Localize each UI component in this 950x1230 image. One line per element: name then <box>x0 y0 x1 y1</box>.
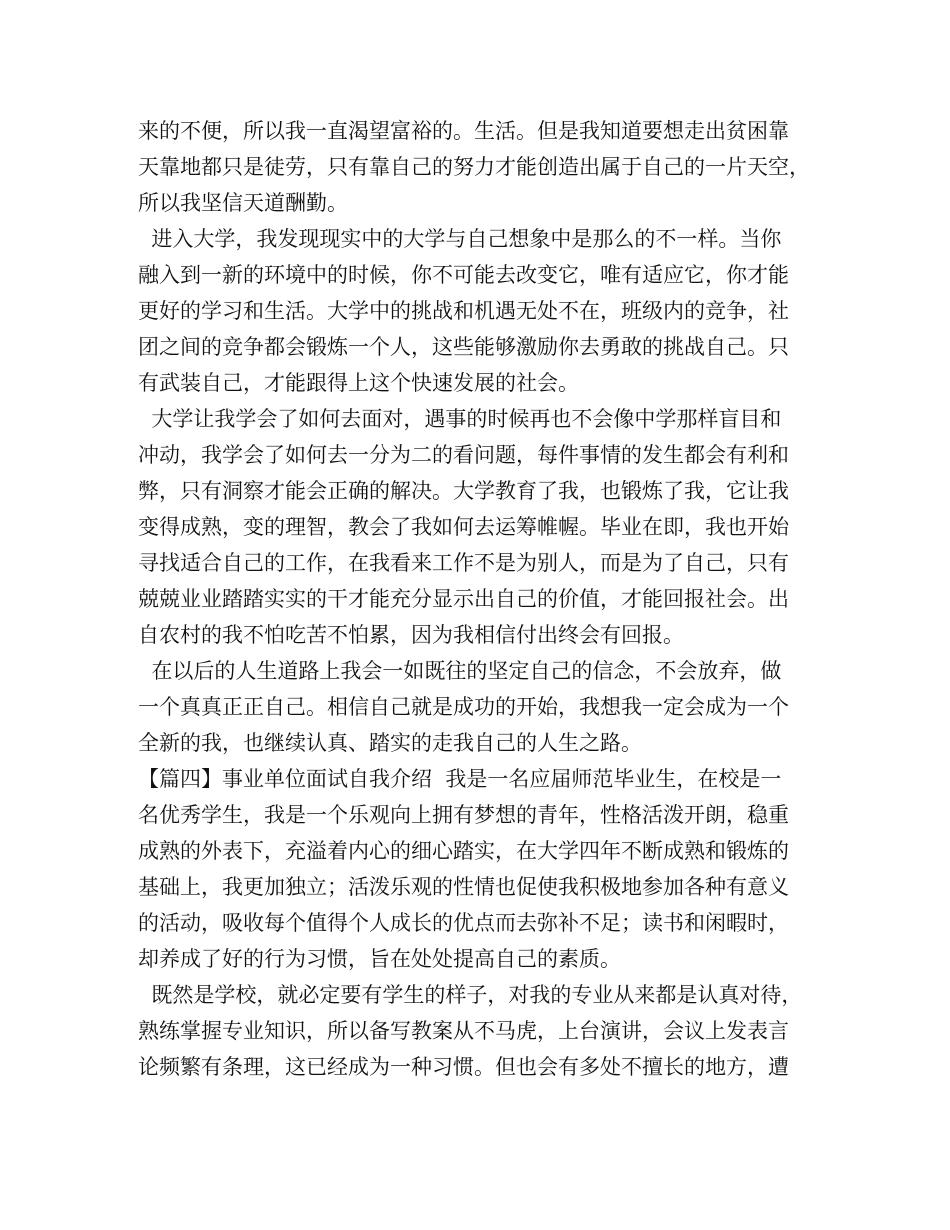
text-line: 成熟的外表下，充溢着内心的细心踏实，在大学四年不断成熟和锻炼的 <box>138 839 789 863</box>
text-line: 有武装自己，才能跟得上这个快速发展的社会。 <box>138 371 579 395</box>
text-line: 既然是学校，就必定要有学生的样子，对我的专业从来都是认真对待， <box>138 983 803 1007</box>
text-line: 来的不便，所以我一直渴望富裕的。生活。但是我知道要想走出贫困靠 <box>138 119 789 143</box>
text-line: 变得成熟，变的理智，教会了我如何去运筹帷幄。毕业在即，我也开始 <box>138 515 789 539</box>
text-line: 一个真真正正自己。相信自己就是成功的开始，我想我一定会成为一个 <box>138 695 789 719</box>
text-line: 熟练掌握专业知识，所以备写教案从不马虎，上台演讲，会议上发表言 <box>138 1019 789 1043</box>
text-line: 名优秀学生，我是一个乐观向上拥有梦想的青年，性格活泼开朗，稳重 <box>138 803 789 827</box>
text-line: 所以我坚信天道酬勤。 <box>138 191 348 215</box>
text-line: 【篇四】事业单位面试自我介绍 我是一名应届师范毕业生，在校是一 <box>138 767 782 791</box>
text-line: 大学让我学会了如何去面对，遇事的时候再也不会像中学那样盲目和 <box>138 407 782 431</box>
text-line: 论频繁有条理，这已经成为一种习惯。但也会有多处不擅长的地方，遭 <box>138 1055 789 1079</box>
text-line: 进入大学，我发现现实中的大学与自己想象中是那么的不一样。当你 <box>138 227 782 251</box>
text-line: 团之间的竞争都会锻炼一个人，这些能够激励你去勇敢的挑战自己。只 <box>138 335 789 359</box>
text-line: 更好的学习和生活。大学中的挑战和机遇无处不在，班级内的竞争，社 <box>138 299 789 323</box>
text-line: 融入到一新的环境中的时候，你不可能去改变它，唯有适应它，你才能 <box>138 263 789 287</box>
text-line: 兢兢业业踏踏实实的干才能充分显示出自己的价值，才能回报社会。出 <box>138 587 789 611</box>
text-line: 在以后的人生道路上我会一如既往的坚定自己的信念，不会放弃，做 <box>138 659 782 683</box>
text-line: 冲动，我学会了如何去一分为二的看问题，每件事情的发生都会有利和 <box>138 443 789 467</box>
text-line: 自农村的我不怕吃苦不怕累，因为我相信付出终会有回报。 <box>138 623 684 647</box>
text-line: 弊，只有洞察才能会正确的解决。大学教育了我，也锻炼了我，它让我 <box>138 479 789 503</box>
text-line: 的活动，吸收每个值得个人成长的优点而去弥补不足；读书和闲暇时， <box>138 911 789 935</box>
text-line: 寻找适合自己的工作，在我看来工作不是为别人，而是为了自己，只有 <box>138 551 789 575</box>
text-line: 基础上，我更加独立；活泼乐观的性情也促使我积极地参加各种有意义 <box>138 875 789 899</box>
text-line: 全新的我，也继续认真、踏实的走我自己的人生之路。 <box>138 731 642 755</box>
text-line: 天靠地都只是徒劳，只有靠自己的努力才能创造出属于自己的一片天空， <box>138 155 810 179</box>
text-line: 却养成了好的行为习惯，旨在处处提高自己的素质。 <box>138 947 621 971</box>
body-text <box>138 113 828 1085</box>
